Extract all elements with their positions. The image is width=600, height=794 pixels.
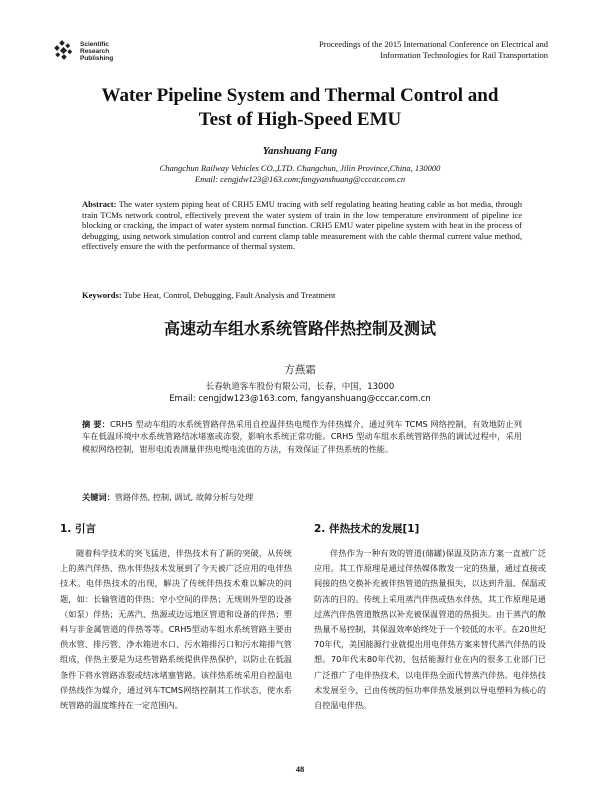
publisher-logo xyxy=(52,40,113,62)
keywords-en xyxy=(82,290,522,301)
publisher-logo-text xyxy=(80,41,113,62)
proceedings-line-2: Information Technologies for Rail Transportation xyxy=(380,50,548,60)
logo-line-3: Publishing xyxy=(80,54,114,62)
title-en-line-2: Test of High-Speed EMU xyxy=(198,109,402,130)
section-introduction xyxy=(60,522,292,713)
section-heading: 1. 引言 xyxy=(60,523,96,535)
affiliation-zh xyxy=(60,381,540,405)
author-en: Yanshuang Fang xyxy=(262,146,338,157)
abstract-en-label: Abstract: xyxy=(82,199,117,209)
section-body: 伴热作为一种有效的管道(储罐)保温及防冻方案一直被广泛应用。其工作原理是通过伴热媒体散发一定的热量，通过直接或间接的热交换补充被伴热管道的热量损失，以达到升温、保温或防冻的目的。传统上采用蒸汽伴热或热水伴热，其工作原理是通过蒸汽伴热管道散热以补充被保温管道的热损失。由于蒸汽的散热量不易控制，其保温效率始终处于一个较低的水平。在20世纪70年代，美国能源行业就提出用电伴热方案来替代蒸汽伴热的设想。70年代末80年代初，包括能源行业在内的很多工业部门已广泛推广了电伴热技术，以电伴热全面代替蒸汽伴热。电伴热技术发展至今，已由传统的恒功率伴热发展到以导电塑料为核心的自控温电伴热。 xyxy=(314,548,546,711)
email-en: Email: cengjdw123@163.com;fangyanshuang@cccar.com.cn xyxy=(194,174,406,184)
logo-line-1: Scientific xyxy=(80,40,109,48)
section-heading: 2. 伴热技术的发展[1] xyxy=(314,523,420,535)
affiliation-en xyxy=(60,163,540,185)
abstract-en-text: The water system piping heat of CRH5 EMU tracing with self regulating heating heating cable as hot media, through train TCMs network control, effectively prevent the water system of train in the low temperature environment of pipeline ice blocking or cracking, the impact of water system normal function. CRH5 EMU water pipeline system with heat in the process of debugging, using network simulation control and current clamp table measurement with the cable thermal current value method, effectively ensure the with the performance of thermal system. xyxy=(82,199,522,252)
abstract-zh xyxy=(82,418,522,455)
paper-title-zh: 高速动车组水系统管路伴热控制及测试 xyxy=(163,319,436,338)
proceedings-line-1: Proceedings of the 2015 International Conference on Electrical and xyxy=(319,39,548,49)
section-development xyxy=(314,522,546,713)
abstract-en xyxy=(82,199,522,252)
keywords-zh-text: 管路伴热, 控制, 调试, 故障分析与处理 xyxy=(114,492,254,502)
keywords-zh xyxy=(82,491,522,503)
keywords-en-label: Keywords: xyxy=(82,290,122,300)
affiliation-en-text: Changchun Railway Vehicles CO.,LTD. Changchun, Jilin Province,China, 130000 xyxy=(159,163,441,173)
section-body: 随着科学技术的突飞猛进，伴热技术有了新的突破，从传统上的蒸汽伴热、热水伴热技术发展到了今天被广泛应用的电伴热技术。电伴热技术的出现，解决了传统伴热技术难以解决的问题，如：长输管道的伴热；窄小空间的伴热；无规则外型的设备（如泵）伴热；无蒸汽、热源或边远地区管道和设备的伴热；塑料与非金属管道的伴热等等。CRH5型动车组水系统管路主要由供水管、排污管、净水箱进水口、污水箱排污口和污水箱排气管组成，伴热主要是为这些管路系统提供伴热保护，以防止在低温条件下将水管路冻裂或结冰堵塞管路。该伴热系统采用自控温电伴热线作为媒介，通过列车TCMS网络控制其工作状态，使水系统管路的温度维持在一定范围内。 xyxy=(60,548,292,711)
logo-line-2: Research xyxy=(80,47,110,55)
publisher-logo-icon xyxy=(52,40,76,62)
proceedings-header xyxy=(258,39,548,61)
paper-title-en xyxy=(60,84,540,132)
keywords-zh-label: 关键词： xyxy=(82,492,115,502)
page-number: 48 xyxy=(295,764,305,774)
abstract-zh-label: 摘 要： xyxy=(82,419,111,429)
author-zh: 方燕霜 xyxy=(284,364,316,376)
keywords-en-text: Tube Heat, Control, Debugging, Fault Analysis and Treatment xyxy=(123,290,336,300)
title-en-line-1: Water Pipeline System and Thermal Control and xyxy=(101,85,499,106)
affiliation-zh-text: 长春轨道客车股份有限公司，长春，中国，13000 xyxy=(205,382,395,392)
email-zh: Email: cengjdw123@163.com, fangyanshuang@cccar.com.cn xyxy=(169,394,431,404)
abstract-zh-text: CRH5 型动车组的水系统管路伴热采用自控温伴热电缆作为伴热媒介，通过列车 TCMS 网络控制，有效地防止列车在低温环境中水系统管路结冰堵塞或冻裂，影响水系统正常功能。CRH5 型动车组水系统管路伴热的调试过程中，采用模拟网络控制，钳形电流表测量伴热电缆电流值的方法，有效保证了伴热系统的性能。 xyxy=(82,419,522,454)
